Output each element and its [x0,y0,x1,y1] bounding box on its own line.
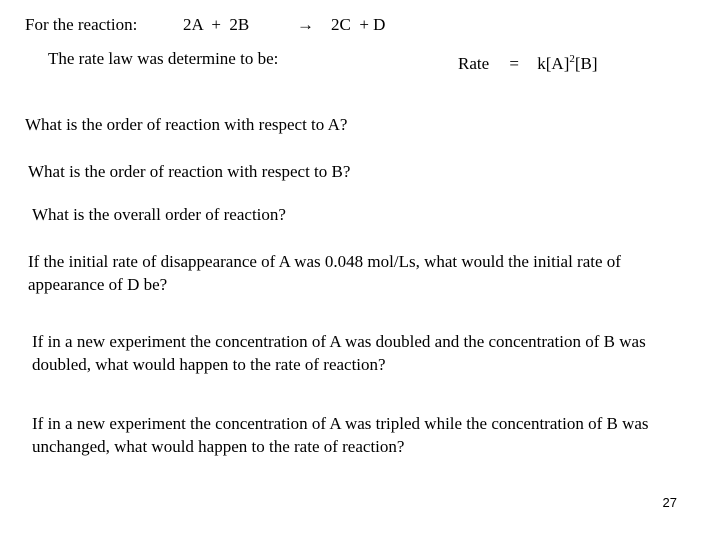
question-tripled: If in a new experiment the concentration of A was tripled while the concentration of B was unchanged, what would happen to the rate of reaction? [32,414,649,456]
question-order-a: What is the order of reaction with respect to A? [25,115,348,134]
question-rate-of-d: If the initial rate of disappearance of A was 0.048 mol/Ls, what would the initial rate of appearance of D be? [28,252,621,294]
page-number: 27 [662,495,677,510]
question-doubled: If in a new experiment the concentration of A was doubled and the concentration of B was doubled, what would happen to the rate of reaction? [32,332,646,374]
rate-b: [B] [574,54,598,73]
rate-lhs: Rate [458,54,490,73]
rate-law-equation [458,48,598,75]
rate-equals: = [509,54,519,73]
reaction-reactants: 2A + 2B [183,15,250,34]
rate-law-label: The rate law was determine to be: [48,49,279,68]
reaction-products: 2C + D [331,15,386,34]
rate-exponent: 2 [569,53,575,65]
reaction-arrow-icon: → [297,15,314,34]
question-overall-order: What is the overall order of reaction? [32,205,286,224]
reaction-label: For the reaction: [25,15,138,34]
rate-k-a: k[A] [537,54,570,73]
question-order-b: What is the order of reaction with respect to B? [28,162,351,181]
